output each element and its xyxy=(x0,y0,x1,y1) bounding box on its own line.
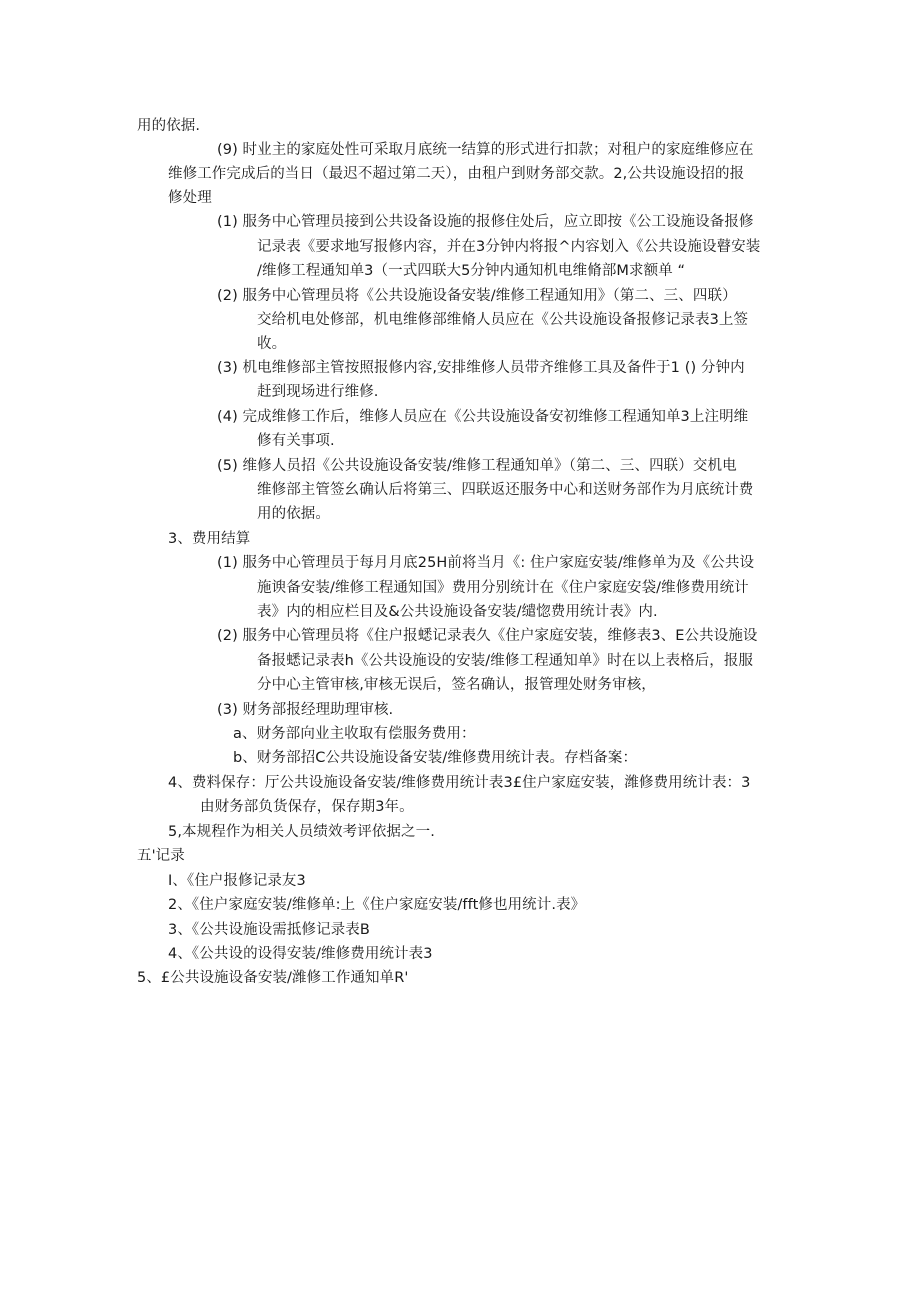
text-line: 由财务部负货保存，保存期3年。 xyxy=(200,799,414,815)
list-item: 2、《住户家庭安装/维修单:上《住户家庭安装/fft修也用统计.表》 xyxy=(168,897,586,913)
text-line: /维修工程通知单3（一式四联大5分钟内通知机电维脩部M求额单 “ xyxy=(257,263,686,279)
text-line: a、财务部向业主收取有偿服务费用： xyxy=(233,726,476,742)
list-item: I、《住户报修记录友3 xyxy=(168,873,306,889)
text-line: 分中心主管审核,审核无误后，签名确认，报管理处财务审核， xyxy=(257,677,656,693)
text-line: (9) 时业主的家庭处性可采取月底统一结算的形式进行扣款；对租户的家庭维修应在 xyxy=(217,142,754,158)
text-line: (5) 维修人员招《公共设施设备安装/维修工程通知单》（第二、三、四联）交机电 xyxy=(217,458,737,474)
text-line: 记录表《要求地写报修内容，并在3分钟内将报^内容划入《公共设施设瞽安装 xyxy=(257,239,761,255)
text-line: 修处理 xyxy=(168,190,212,206)
text-line: 维修部主管签幺确认后将第三、四联返还服务中心和送财务部作为月底统计费 xyxy=(257,482,754,498)
section-heading: 五'记录 xyxy=(137,848,185,864)
list-item: 3、《公共设施设需抵修记录表B xyxy=(168,922,370,938)
text-line: (1) 服务中心管理员于每月月底25H前将当月《: 住户家庭安装/维修单为及《公共设 xyxy=(217,555,755,571)
list-item: 5、£公共设施设备安装/潍修工作通知单R' xyxy=(137,970,409,986)
text-line: 表》内的相应栏目及&公共设施设备安装/缱惚费用统计表》内. xyxy=(257,604,658,620)
text-line: 赶到现场进行维修. xyxy=(257,384,379,400)
text-line: (2) 服务中心管理员将《公共设施设备安装/维修工程通知用》（第二、三、四联） xyxy=(217,288,737,304)
text-line: 维修工作完成后的当日（最迟不超过第二天），由租户到财务部交款。2,公共设施设招的报 xyxy=(168,166,745,182)
text-line: 施谀备安装/维修工程通知国》费用分别统计在《住户家庭安袋/维修费用统计 xyxy=(257,580,749,596)
list-item: 4、《公共设的设得安装/维修费用统计表3 xyxy=(168,946,433,962)
text-line: (3) 机电维修部主管按照报修内容,安排维修人员带齐维修工具及备件于1 () 分钟内 xyxy=(217,360,745,376)
text-line: 5,本规程作为相关人员绩效考评依据之一. xyxy=(168,824,435,840)
text-line: 备报蟋记录表h《公共设施设的安装/维修工程通知单》时在以上表格后，报服 xyxy=(257,653,754,669)
text-line: 4、费料保存：厅公共设施设备安装/维修费用统计表3£住户家庭安装，潍修费用统计表：3 xyxy=(168,775,751,791)
text-line: 用的依据. xyxy=(137,118,201,134)
text-line: (1) 服务中心管理员接到公共设备设施的报修住处后，应立即按《公工设施设备报修 xyxy=(217,214,754,230)
text-line: b、财务部招C公共设施设备安装/维修费用统计表。存档备案： xyxy=(233,750,638,766)
text-line: (2) 服务中心管理员将《住户报蟋记录表久《住户家庭安装，维修表3、E公共设施设 xyxy=(217,628,758,644)
text-line: (3) 财务部报经理助理审核. xyxy=(217,702,394,718)
text-line: 修有关事项. xyxy=(257,433,335,449)
text-line: 用的依据。 xyxy=(257,506,330,522)
text-line: 收。 xyxy=(257,336,287,352)
text-line: (4) 完成维修工作后，维修人员应在《公共设施设备安初维修工程通知单3上注明维 xyxy=(217,409,749,425)
section-heading: 3、费用结算 xyxy=(168,531,251,547)
text-line: 交给机电处修部，机电维修部维脩人员应在《公共设施设备报修记录表3上签 xyxy=(257,312,749,328)
